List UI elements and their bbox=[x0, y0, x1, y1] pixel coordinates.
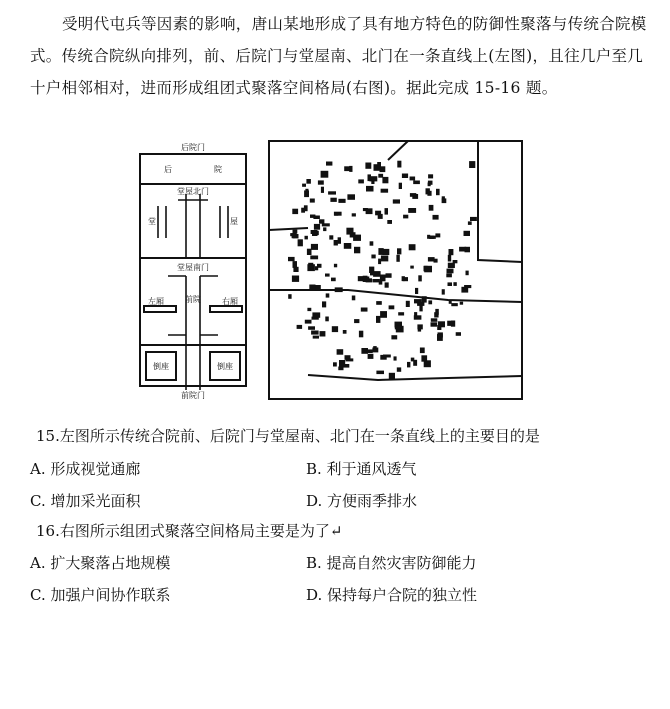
building-block bbox=[293, 230, 298, 234]
building-block bbox=[301, 208, 305, 213]
building-block bbox=[466, 271, 469, 276]
building-block bbox=[368, 354, 374, 359]
building-block bbox=[442, 289, 445, 294]
building-block bbox=[319, 219, 324, 223]
building-block bbox=[313, 216, 320, 220]
building-block bbox=[435, 233, 440, 237]
question-16-option-a: A. 扩大聚落占地规模 bbox=[30, 554, 171, 572]
building-block bbox=[302, 184, 306, 187]
building-block bbox=[398, 312, 404, 315]
building-block bbox=[446, 274, 452, 278]
building-block bbox=[431, 318, 438, 322]
building-block bbox=[367, 349, 373, 353]
building-block bbox=[376, 316, 380, 323]
building-block bbox=[427, 235, 430, 239]
label-hall-north-gate: 堂屋北门 bbox=[177, 187, 209, 196]
building-block bbox=[451, 321, 455, 327]
building-block bbox=[335, 287, 343, 292]
building-block bbox=[434, 259, 438, 263]
building-block bbox=[326, 162, 332, 166]
building-block bbox=[378, 174, 383, 178]
building-block bbox=[307, 249, 312, 255]
building-block bbox=[354, 247, 360, 254]
building-block bbox=[394, 356, 397, 360]
building-block bbox=[409, 244, 416, 250]
building-block bbox=[397, 161, 401, 168]
question-16-option-b: B. 提高自然灾害防御能力 bbox=[306, 554, 477, 572]
label-hall-right: 屋 bbox=[230, 217, 238, 226]
building-block bbox=[306, 179, 311, 184]
building-block bbox=[415, 288, 418, 294]
building-block bbox=[346, 358, 354, 361]
building-block bbox=[460, 302, 463, 305]
label-right-room: 右厢 bbox=[222, 297, 238, 306]
building-block bbox=[468, 221, 472, 225]
building-block bbox=[408, 208, 416, 213]
building-block bbox=[389, 373, 395, 379]
building-block bbox=[437, 334, 443, 341]
building-block bbox=[371, 255, 375, 259]
building-block bbox=[318, 180, 324, 184]
building-block bbox=[321, 171, 329, 178]
building-block bbox=[399, 183, 402, 189]
building-block bbox=[313, 336, 319, 339]
building-block bbox=[380, 275, 386, 282]
building-block bbox=[417, 324, 422, 329]
building-block bbox=[435, 309, 439, 315]
building-block bbox=[323, 227, 326, 231]
building-block bbox=[431, 322, 438, 326]
building-block bbox=[453, 260, 458, 263]
building-block bbox=[453, 282, 456, 286]
label-front-gate: 前院门 bbox=[181, 391, 205, 400]
building-block bbox=[329, 235, 333, 239]
building-block bbox=[406, 301, 410, 307]
building-block bbox=[376, 301, 382, 305]
building-block bbox=[334, 240, 338, 246]
building-block bbox=[428, 174, 433, 178]
building-block bbox=[326, 293, 330, 297]
building-block bbox=[377, 162, 381, 168]
courtyard-plan-diagram bbox=[138, 140, 248, 400]
building-block bbox=[307, 264, 315, 271]
building-block bbox=[410, 177, 416, 181]
building-block bbox=[352, 296, 356, 301]
building-block bbox=[338, 199, 345, 203]
question-16-option-d: D. 保持每户合院的独立性 bbox=[306, 586, 478, 604]
question-15-option-b: B. 利于通风透气 bbox=[306, 460, 417, 478]
building-block bbox=[382, 177, 388, 183]
building-block bbox=[383, 355, 391, 358]
building-block bbox=[378, 259, 381, 265]
building-block bbox=[339, 360, 345, 367]
building-block bbox=[305, 236, 308, 240]
building-block bbox=[332, 326, 338, 332]
building-block bbox=[349, 166, 352, 172]
building-block bbox=[437, 325, 441, 330]
building-block bbox=[359, 331, 363, 338]
building-block bbox=[422, 296, 427, 302]
building-block bbox=[333, 362, 337, 366]
building-block bbox=[317, 264, 322, 268]
question-15-stem: 15.左图所示传统合院前、后院门与堂屋南、北门在一条直线上的主要目的是 bbox=[36, 427, 540, 445]
building-block bbox=[378, 214, 383, 219]
building-block bbox=[337, 349, 344, 355]
building-block bbox=[373, 346, 377, 351]
building-block bbox=[305, 320, 312, 324]
building-block bbox=[310, 256, 318, 260]
building-block bbox=[449, 301, 452, 304]
building-block bbox=[288, 294, 291, 299]
building-block bbox=[325, 317, 329, 322]
question-16-option-c: C. 加强户间协作联系 bbox=[30, 586, 171, 604]
building-block bbox=[420, 348, 425, 354]
building-block bbox=[469, 161, 475, 168]
building-block bbox=[378, 248, 383, 255]
building-block bbox=[447, 269, 454, 274]
question-15-option-a: A. 形成视觉通廊 bbox=[30, 460, 141, 478]
building-block bbox=[338, 367, 343, 371]
building-block bbox=[343, 330, 347, 334]
building-block bbox=[308, 326, 315, 330]
intro-text: 受明代屯兵等因素的影响，唐山某地形成了具有地方特色的防御性聚落与传统合院模式。传统合院纵向排列，前、后院门与堂屋南、北门在一条直线上(左图)，且往几户至几十户相邻相对，进而形成组团式聚落空间格局(右图)。据此完成 15-16 题。 bbox=[30, 15, 647, 97]
building-block bbox=[312, 230, 318, 236]
building-block bbox=[449, 249, 454, 255]
building-block bbox=[414, 315, 422, 319]
building-block bbox=[407, 362, 410, 368]
building-block bbox=[330, 198, 336, 202]
building-block bbox=[421, 355, 427, 361]
building-block bbox=[427, 191, 431, 196]
building-block bbox=[386, 273, 392, 278]
building-block bbox=[380, 311, 387, 318]
building-block bbox=[464, 231, 471, 236]
building-block bbox=[315, 285, 321, 290]
building-block bbox=[328, 191, 336, 194]
building-block bbox=[325, 274, 330, 277]
building-block bbox=[410, 193, 416, 197]
building-block bbox=[353, 235, 361, 241]
building-block bbox=[381, 189, 389, 193]
building-block bbox=[418, 275, 422, 281]
building-block bbox=[428, 300, 432, 304]
building-block bbox=[331, 278, 336, 282]
building-block bbox=[292, 233, 296, 238]
building-block bbox=[456, 332, 461, 336]
building-block bbox=[338, 237, 341, 244]
label-courtyard: 前院 bbox=[185, 295, 201, 304]
building-block bbox=[297, 325, 303, 329]
building-block bbox=[311, 331, 319, 335]
building-block bbox=[451, 303, 458, 306]
building-block bbox=[298, 239, 303, 246]
question-15-option-d: D. 方便雨季排水 bbox=[306, 492, 418, 510]
building-block bbox=[424, 266, 432, 273]
building-block bbox=[292, 276, 299, 282]
building-block bbox=[288, 257, 295, 261]
building-block bbox=[292, 209, 298, 214]
label-back-courtyard-right: 院 bbox=[214, 165, 222, 174]
building-block bbox=[312, 312, 320, 317]
intro-paragraph bbox=[30, 8, 655, 104]
label-courtyard-char1 bbox=[185, 294, 201, 304]
building-block bbox=[376, 371, 384, 375]
building-block bbox=[322, 301, 326, 307]
building-block bbox=[436, 189, 440, 195]
building-block bbox=[410, 266, 414, 269]
building-block bbox=[314, 224, 320, 230]
building-block bbox=[347, 194, 355, 200]
building-block bbox=[395, 326, 401, 330]
building-block bbox=[381, 256, 388, 262]
building-block bbox=[385, 282, 389, 287]
building-block bbox=[448, 255, 451, 262]
building-block bbox=[293, 261, 298, 268]
building-block bbox=[403, 215, 408, 219]
building-block bbox=[370, 241, 374, 245]
building-block bbox=[461, 287, 468, 293]
building-block bbox=[305, 189, 308, 195]
building-block bbox=[413, 360, 417, 366]
building-block bbox=[352, 213, 356, 216]
building-block bbox=[470, 217, 477, 221]
building-block bbox=[354, 319, 359, 323]
building-block bbox=[403, 277, 408, 281]
building-block bbox=[433, 215, 439, 220]
building-block bbox=[322, 223, 330, 226]
building-block bbox=[344, 243, 352, 249]
building-block bbox=[459, 247, 466, 252]
label-hall-south-gate: 堂屋南门 bbox=[177, 263, 209, 272]
question-16-stem: 16.右图所示组团式聚落空间格局主要是为了↵ bbox=[36, 522, 343, 540]
building-block bbox=[442, 198, 447, 203]
building-block bbox=[419, 305, 422, 312]
building-block bbox=[428, 183, 431, 187]
building-block bbox=[368, 174, 372, 181]
building-block bbox=[385, 208, 389, 215]
label-right-gatehouse: 倒座 bbox=[217, 362, 233, 371]
building-block bbox=[321, 187, 324, 193]
label-left-gatehouse: 倒座 bbox=[153, 362, 169, 371]
building-block bbox=[413, 181, 420, 185]
building-block bbox=[387, 220, 392, 224]
building-block bbox=[448, 263, 455, 268]
label-back-gate: 后院门 bbox=[181, 143, 205, 152]
building-block bbox=[372, 279, 380, 282]
building-block bbox=[307, 308, 311, 311]
building-block bbox=[391, 335, 397, 339]
building-block bbox=[373, 271, 381, 277]
question-15-option-c: C. 增加采光面积 bbox=[30, 492, 141, 510]
label-back-courtyard-left: 后 bbox=[164, 165, 172, 174]
building-block bbox=[309, 285, 315, 290]
building-block bbox=[429, 205, 434, 211]
building-block bbox=[320, 331, 326, 336]
building-block bbox=[397, 367, 401, 371]
label-left-room: 左厢 bbox=[148, 297, 164, 306]
building-block bbox=[389, 305, 395, 309]
building-block bbox=[366, 208, 373, 214]
building-block bbox=[346, 228, 353, 235]
label-hall-left: 堂 bbox=[148, 217, 156, 226]
building-block bbox=[366, 186, 374, 192]
building-block bbox=[402, 174, 408, 179]
building-block bbox=[358, 179, 364, 183]
building-block bbox=[397, 248, 401, 254]
settlement-map bbox=[268, 140, 523, 400]
building-block bbox=[365, 163, 371, 169]
building-block bbox=[363, 276, 368, 282]
building-block bbox=[310, 199, 315, 203]
building-block bbox=[334, 212, 338, 216]
building-block bbox=[396, 255, 399, 262]
building-block bbox=[334, 264, 337, 268]
building-block bbox=[448, 282, 453, 286]
building-block bbox=[311, 244, 318, 250]
building-block bbox=[393, 199, 400, 203]
building-block bbox=[361, 308, 368, 312]
